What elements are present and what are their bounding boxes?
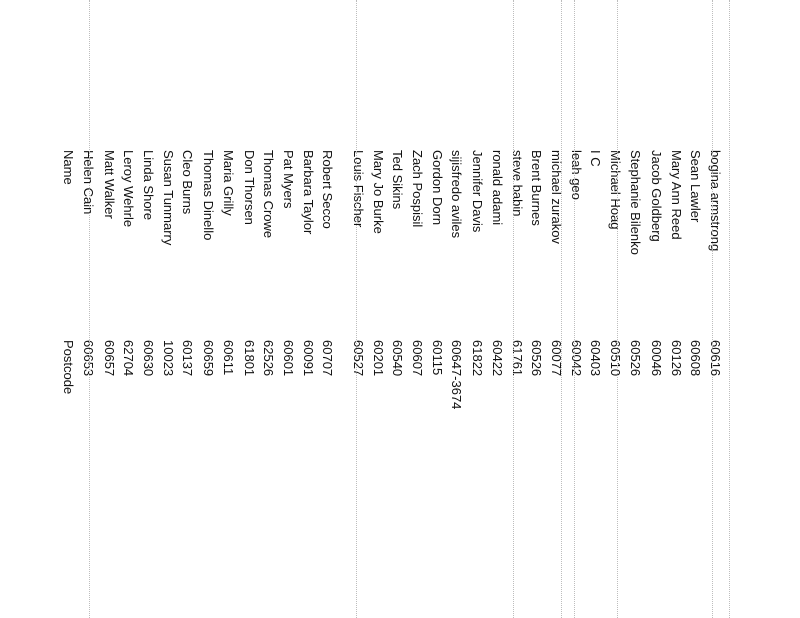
row-postcode: 62704: [121, 340, 136, 377]
row-postcode: 60653: [81, 340, 96, 377]
row-separator: [729, 0, 730, 618]
row-name: Gordon Dorn: [430, 150, 445, 226]
row-separator: [712, 0, 713, 618]
table-row: [239, 0, 259, 618]
table-row: [666, 0, 686, 618]
table-row: [298, 0, 318, 618]
row-separator: [617, 0, 618, 618]
row-name: leah geo: [569, 150, 584, 200]
row-name: ronald adami: [490, 150, 505, 226]
table-row: [348, 0, 368, 618]
row-name: bogina armstrong: [708, 150, 723, 252]
row-separator: [89, 0, 90, 618]
row-name: Stephanie Bilenko: [628, 150, 643, 255]
table-row: [278, 0, 298, 618]
row-postcode: 60042: [569, 340, 584, 377]
row-postcode: 61801: [242, 340, 257, 377]
row-name: I C: [588, 150, 603, 167]
table-row: [78, 0, 98, 618]
row-name: Pat Myers: [281, 150, 296, 209]
row-name: Ted Sikins: [390, 150, 405, 210]
row-postcode: 60707: [320, 340, 335, 377]
row-postcode: 60403: [588, 340, 603, 377]
table-row: [446, 0, 466, 618]
header-name: Name: [61, 150, 76, 185]
table-row: [566, 0, 586, 618]
header-postcode: Postcode: [61, 340, 76, 395]
table-row: [605, 0, 625, 618]
row-postcode: 61822: [470, 340, 485, 377]
table-row: [427, 0, 447, 618]
row-postcode: 60115: [430, 340, 445, 376]
row-separator: [356, 0, 357, 618]
row-name: Susan Tunmarry: [161, 150, 176, 246]
row-postcode: 60608: [688, 340, 703, 377]
row-name: Helen Cain: [81, 150, 96, 215]
table-row: [158, 0, 178, 618]
row-postcode: 60540: [390, 340, 405, 377]
table-row: [526, 0, 546, 618]
row-name: Brent Burnes: [529, 150, 544, 226]
row-separator: [574, 0, 575, 618]
row-postcode: 60630: [141, 340, 156, 377]
table-row: [317, 0, 337, 618]
table-row: [625, 0, 645, 618]
row-postcode: 60527: [351, 340, 366, 377]
row-postcode: 62526: [261, 340, 276, 377]
row-name: Cleo Burns: [180, 150, 195, 215]
row-name: Don Thorsen: [242, 150, 257, 225]
row-separator: [561, 0, 562, 618]
table-row: [507, 0, 527, 618]
row-postcode: 60526: [628, 340, 643, 377]
row-name: Barbara Taylor: [301, 150, 316, 235]
row-name: steve babin: [510, 150, 525, 217]
row-separator: [513, 0, 514, 618]
row-postcode: 60422: [490, 340, 505, 377]
table-row: [218, 0, 238, 618]
row-name: Thomas Crowe: [261, 150, 276, 239]
row-name: sijisfredo aviles: [449, 150, 464, 239]
table-row: [467, 0, 487, 618]
row-name: Sean Lawler: [688, 150, 703, 223]
row-postcode: 60046: [649, 340, 664, 377]
row-name: Mary Jo Burke: [371, 150, 386, 234]
table-row: [118, 0, 138, 618]
table-header: [58, 0, 78, 618]
row-name: Louis Fischer: [351, 150, 366, 228]
row-postcode: 60091: [301, 340, 316, 377]
table-row: [99, 0, 119, 618]
row-postcode: 60601: [281, 340, 296, 377]
row-postcode: 61761: [510, 340, 525, 377]
row-postcode: 60647-3674: [449, 340, 464, 410]
table-row: [258, 0, 278, 618]
row-postcode: 60201: [371, 340, 386, 377]
table-row: [368, 0, 388, 618]
table-row: [177, 0, 197, 618]
row-postcode: 60611: [221, 340, 236, 376]
row-postcode: 10023: [161, 340, 176, 377]
row-name: Leroy Wehrle: [121, 150, 136, 228]
row-name: Matt Walker: [102, 150, 117, 219]
row-name: Maria Grilly: [221, 150, 236, 216]
table-row: [585, 0, 605, 618]
table-row: [198, 0, 218, 618]
table-row: [138, 0, 158, 618]
row-name: Thomas Dinello: [201, 150, 216, 241]
row-postcode: 60616: [708, 340, 723, 377]
row-name: Robert Secco: [320, 150, 335, 229]
table-row: [407, 0, 427, 618]
row-postcode: 60510: [608, 340, 623, 377]
row-name: Linda Shore: [141, 150, 156, 221]
table-row: [685, 0, 705, 618]
row-name: Zach Pospisil: [410, 150, 425, 228]
row-postcode: 60526: [529, 340, 544, 377]
table-row: [387, 0, 407, 618]
row-name: Jennifer Davis: [470, 150, 485, 233]
row-postcode: 60126: [669, 340, 684, 377]
table-row: [705, 0, 725, 618]
row-postcode: 60607: [410, 340, 425, 377]
row-postcode: 60137: [180, 340, 195, 377]
table-row: [487, 0, 507, 618]
table-row: [546, 0, 566, 618]
row-postcode: 60657: [102, 340, 117, 377]
row-name: Mary Ann Reed: [669, 150, 684, 240]
table-row: [646, 0, 666, 618]
row-name: Michael Hoag: [608, 150, 623, 230]
row-postcode: 60077: [549, 340, 564, 377]
row-name: michael zurakov: [549, 150, 564, 244]
row-postcode: 60659: [201, 340, 216, 377]
row-name: Jacob Goldberg: [649, 150, 664, 242]
